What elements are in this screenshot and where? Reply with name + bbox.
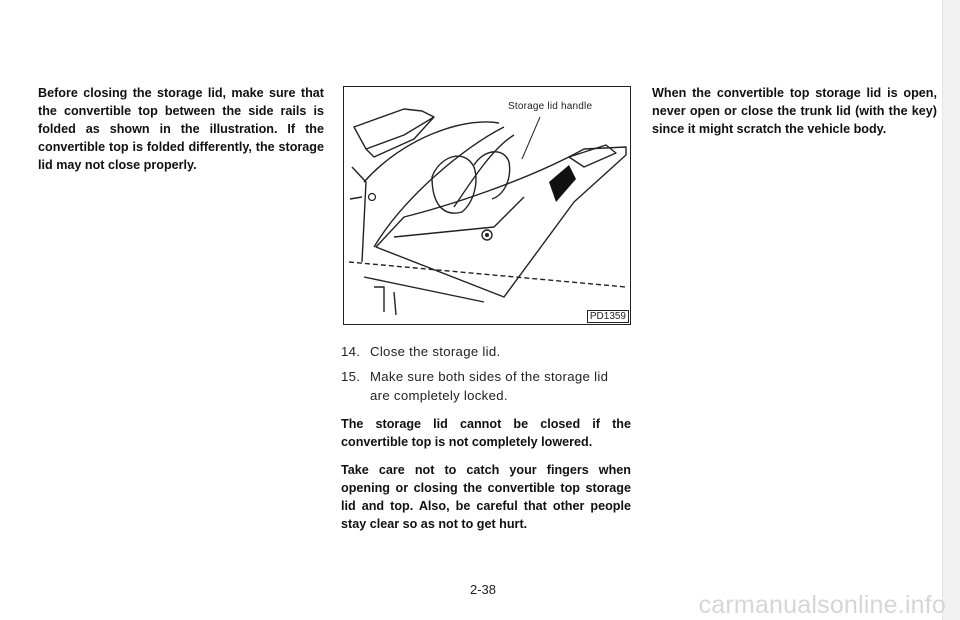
convertible-storage-lid-drawing: [344, 87, 630, 324]
left-caution-text: Before closing the storage lid, make sure that the convertible top between the side rails is folded as shown in the illustration. If the convertible top is folded differently, the storage lid may not close properly.: [38, 86, 324, 172]
figure-code: PD1359: [587, 310, 629, 323]
step-number: 15.: [341, 369, 361, 384]
step-text: Close the storage lid.: [370, 344, 501, 359]
step-14: [341, 342, 631, 361]
watermark: carmanualsonline.info: [698, 591, 946, 619]
storage-lid-handle-label: Storage lid handle: [508, 101, 593, 112]
right-caution-text: When the convertible top storage lid is open, never open or close the trunk lid (with the key) since it might scratch the vehicle body.: [652, 86, 937, 136]
page-number: 2-38: [470, 582, 497, 597]
page-edge: [942, 0, 960, 620]
warning-fingers: Take care not to catch your fingers when opening or closing the convertible top storage lid and top. Also, be careful that other people stay clear so as not to get hurt.: [341, 463, 631, 531]
step-15: [341, 367, 631, 405]
warning-top-lowered: The storage lid cannot be closed if the convertible top is not completely lowered.: [341, 417, 631, 449]
middle-column: [341, 342, 631, 533]
step-text: Make sure both sides of the storage lid are completely locked.: [370, 369, 609, 403]
storage-lid-illustration: [343, 86, 631, 325]
step-number: 14.: [341, 344, 361, 359]
